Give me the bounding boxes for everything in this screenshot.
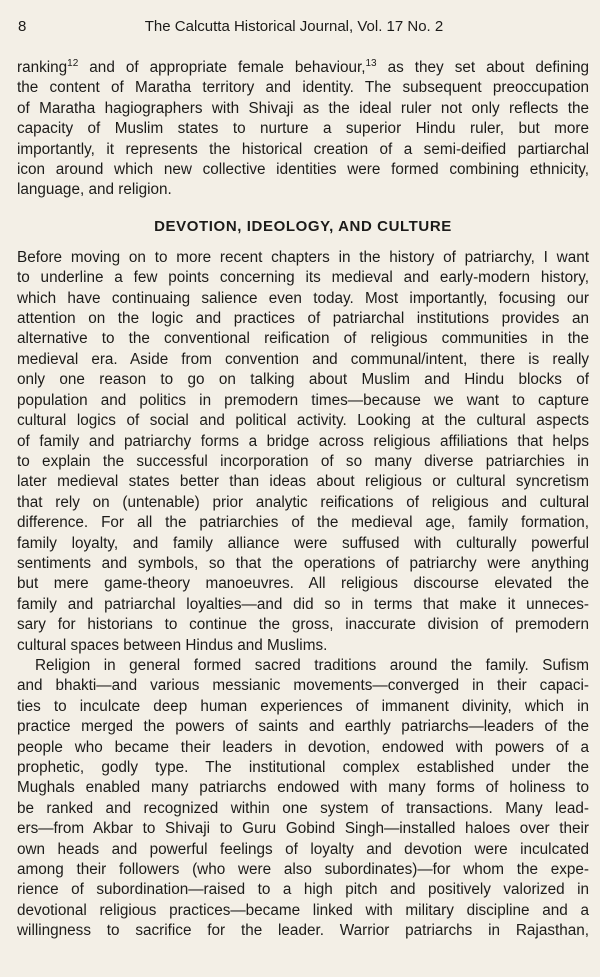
intro-line: importantly, it represents the historical creation of a semi-deified partiarchal: [17, 140, 589, 158]
paragraph-line: attention on the logic and practices of patriarchal institutions provides an: [17, 310, 589, 328]
paragraph-line: Religion in general formed sacred traditions around the family. Sufism: [35, 656, 589, 674]
paragraph-line: ers—from Akbar to Shivaji to Guru Gobind Singh—installed haloes over their: [17, 820, 589, 838]
paragraph-line: ties to inculcate deep human experiences of immanent divinity, which in: [17, 697, 589, 715]
paragraph-line: that rely on (untenable) prior analytic reifications of religious and cultural: [17, 493, 589, 511]
intro-line: the content of Maratha territory and identity. The subsequent preoccupation: [17, 79, 589, 97]
intro-text-end: as they set about defining: [376, 59, 589, 76]
paragraph-line: rience of subordination—raised to a high pitch and positively valorized in: [17, 881, 589, 899]
paragraph-1: [17, 248, 589, 656]
intro-text-start: ranking: [17, 59, 68, 76]
paragraph-line: to underline a few points concerning its medieval and early-modern history,: [17, 269, 589, 287]
paragraph-line: cultural logics of social and political activity. Looking at the cultural aspects: [17, 412, 589, 430]
paragraph-line: only one reason to go on talking about Muslim and Hindu blocks of: [17, 371, 589, 389]
paragraph-line: but mere game-theory manoeuvres. All religious discourse elevated the: [17, 575, 589, 593]
section-heading: DEVOTION, IDEOLOGY, AND CULTURE: [154, 217, 452, 235]
running-title: The Calcutta Historical Journal, Vol. 17 No. 2: [144, 18, 444, 35]
intro-line: [17, 58, 589, 78]
paragraph-line: to explain the successful incorporation of so many diverse patriarchies in: [17, 452, 589, 470]
paragraph-line: devotional religious practices—became linked with military discipline and a: [17, 901, 589, 919]
paragraph-line: family loyalty, and family alliance were suffused with culturally powerful: [17, 534, 589, 552]
page-number: 8: [18, 18, 27, 35]
paragraph-2: [17, 656, 589, 942]
intro-line: language, and religion.: [17, 181, 172, 199]
paragraph-line: practice merged the powers of saints and earthly patriarchs—leaders of the: [17, 718, 589, 736]
paragraph-line: own heads and powerful feelings of loyalty and devotion were inculcated: [17, 840, 589, 858]
paragraph-line: be ranked and recognized within one system of transactions. Many lead-: [17, 799, 589, 817]
paragraph-line: which have continuaing salience even today. Most importantly, focusing our: [17, 289, 589, 307]
intro-text-middle: and of appropriate female behaviour,: [78, 59, 366, 76]
paragraph-line: prophetic, godly type. The institutional complex established under the: [17, 759, 589, 776]
paragraph-line: willingness to sacrifice for the leader. Warrior patriarchs in Rajasthan,: [17, 922, 589, 940]
paragraph-line: sary for historians to continue the gross, inaccurate division of premodern: [17, 616, 589, 634]
page-body: [17, 58, 589, 942]
paragraph-line: alternative to the conventional reification of religious communities in the: [17, 330, 589, 348]
paragraph-line: Mughals enabled many patriarchs endowed with many forms of holiness to: [17, 779, 589, 797]
paragraph-line: difference. For all the patriarchies of the medieval age, family formation,: [17, 514, 589, 532]
intro-line: of Maratha hagiographers with Shivaji as the ideal ruler not only reflects the: [17, 99, 589, 117]
paragraph-line: population and politics in premodern times—because we want to capture: [17, 391, 589, 409]
paragraph-line: among their followers (who were also subordinates)—for whom the expe-: [17, 861, 589, 879]
paragraph-line: Before moving on to more recent chapters in the history of patriarchy, I want: [17, 248, 589, 266]
footnote-ref-13: 13: [365, 57, 377, 69]
paragraph-line: medieval era. Aside from convention and communal/intent, there is really: [17, 350, 589, 368]
intro-line: icon around which new collective identities were formed combining ethnicity,: [17, 161, 589, 179]
paragraph-line: sentiments and symbols, so that the operations of patriarchy were anything: [17, 554, 589, 572]
footnote-ref-12: 12: [67, 57, 79, 69]
paragraph-line: family and patriarchal loyalties—and did so in terms that make it unneces-: [17, 595, 589, 613]
paragraph-line: people who became their leaders in devotion, endowed with powers of a: [17, 738, 589, 756]
paragraph-line: and bhakti—and various messianic movements—converged in their capaci-: [17, 677, 589, 695]
paragraph-line: later medieval states better than ideas about religious or cultural syncretism: [17, 473, 589, 491]
running-header: [18, 18, 570, 38]
paragraph-line: of family and patriarchy forms a bridge across religious affiliations that helps: [17, 432, 589, 450]
intro-paragraph: [17, 58, 589, 201]
intro-line: capacity of Muslim states to nurture a superior Hindu ruler, but more: [17, 120, 589, 138]
paragraph-line: cultural spaces between Hindus and Muslims.: [17, 636, 328, 654]
